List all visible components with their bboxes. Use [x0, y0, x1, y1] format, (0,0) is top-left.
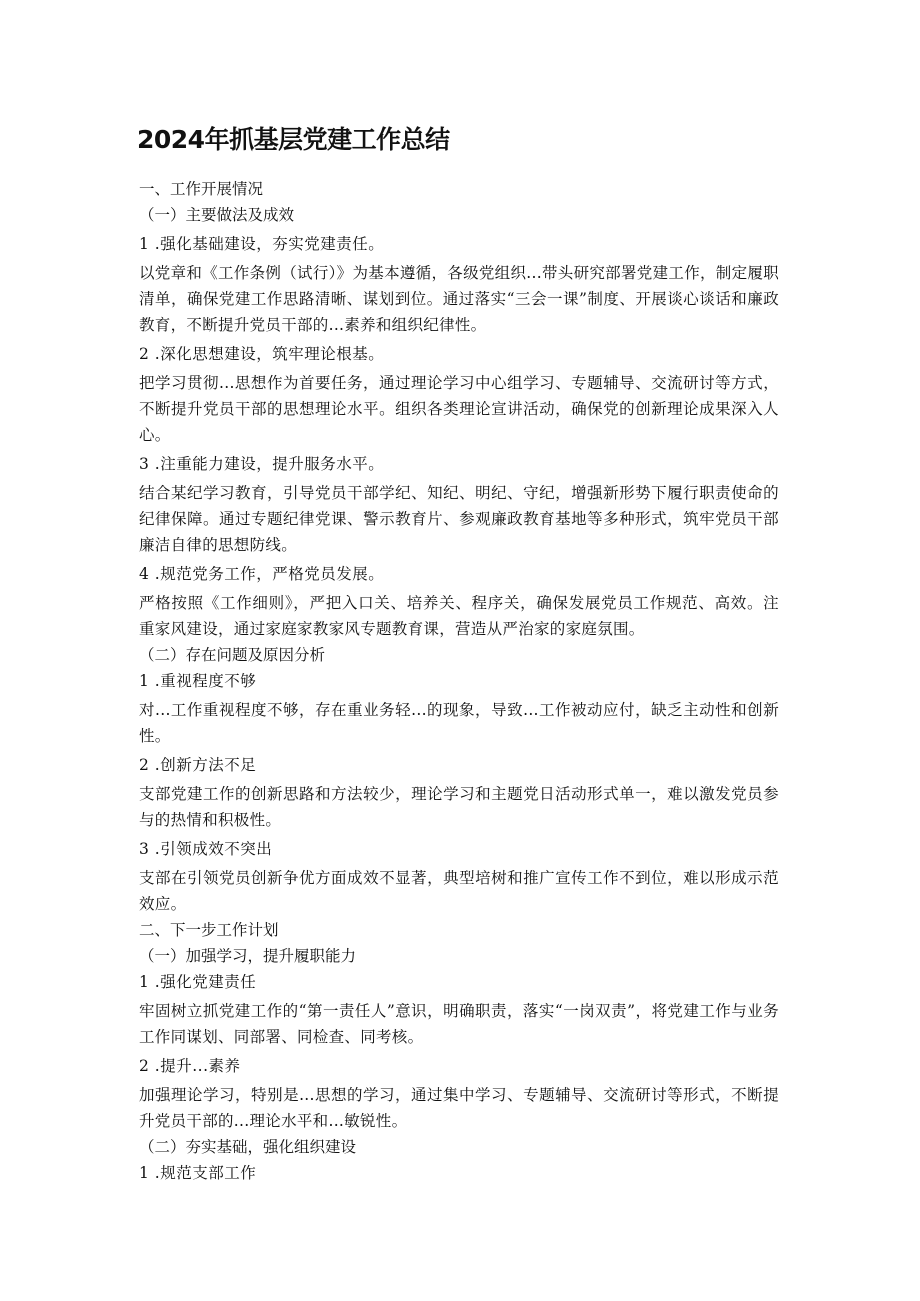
- subsection-heading: （一）加强学习，提升履职能力: [139, 947, 357, 965]
- subsection-heading: （一）主要做法及成效: [139, 206, 295, 224]
- paragraph: 支部在引领党员创新争优方面成效不显著，典型培树和推广宣传工作不到位，难以形成示范效应。: [139, 869, 779, 913]
- paragraph: 把学习贯彻...思想作为首要任务，通过理论学习中心组学习、专题辅导、交流研讨等方式，不断提升党员干部的思想理论水平。组织各类理论宣讲活动，确保党的创新理论成果深入人心。: [139, 374, 779, 444]
- subsection-heading: （二）存在问题及原因分析: [139, 646, 326, 664]
- item-heading: 1 .重视程度不够: [139, 672, 257, 690]
- paragraph: 牢固树立抓党建工作的“第一责任人”意识，明确职责，落实“一岗双责”，将党建工作与业务工作同谋划、同部署、同检查、同考核。: [139, 1002, 779, 1046]
- paragraph: 结合某纪学习教育，引导党员干部学纪、知纪、明纪、守纪，增强新形势下履行职责使命的纪律保障。通过专题纪律党课、警示教育片、参观廉政教育基地等多种形式，筑牢党员干部廉洁自律的思想防线。: [139, 484, 779, 554]
- paragraph: 对...工作重视程度不够，存在重业务轻...的现象，导致...工作被动应付，缺乏主动性和创新性。: [139, 701, 779, 745]
- document-body: [139, 176, 779, 1186]
- item-heading: 1 .强化基础建设，夯实党建责任。: [139, 235, 385, 253]
- item-heading: 2 .提升...素养: [139, 1057, 241, 1075]
- item-heading: 3 .引领成效不突出: [139, 840, 273, 858]
- paragraph: 严格按照《工作细则》，严把入口关、培养关、程序关，确保发展党员工作规范、高效。注重家风建设，通过家庭家教家风专题教育课，营造从严治家的家庭氛围。: [139, 594, 779, 638]
- document-title: 2024年抓基层党建工作总结: [137, 125, 450, 154]
- item-heading: 2 .深化思想建设，筑牢理论根基。: [139, 345, 385, 363]
- item-heading: 4 .规范党务工作，严格党员发展。: [139, 565, 385, 583]
- item-heading: 1 .强化党建责任: [139, 973, 257, 991]
- item-heading: 2 .创新方法不足: [139, 756, 257, 774]
- section-heading: 一、工作开展情况: [139, 180, 264, 198]
- paragraph: 支部党建工作的创新思路和方法较少，理论学习和主题党日活动形式单一，难以激发党员参与的热情和积极性。: [139, 785, 779, 829]
- subsection-heading: （二）夯实基础，强化组织建设: [139, 1138, 357, 1156]
- paragraph: 加强理论学习，特别是...思想的学习，通过集中学习、专题辅导、交流研讨等形式，不断提升党员干部的...理论水平和...敏锐性。: [139, 1086, 779, 1130]
- item-heading: 3 .注重能力建设，提升服务水平。: [139, 455, 385, 473]
- section-heading: 二、下一步工作计划: [139, 921, 279, 939]
- item-heading: 1 .规范支部工作: [139, 1164, 257, 1182]
- paragraph: 以党章和《工作条例（试行）》为基本遵循，各级党组织...带头研究部署党建工作，制定履职清单，确保党建工作思路清晰、谋划到位。通过落实“三会一课”制度、开展谈心谈话和廉政教育，不断提升党员干部的...素养和组织纪律性。: [139, 264, 779, 334]
